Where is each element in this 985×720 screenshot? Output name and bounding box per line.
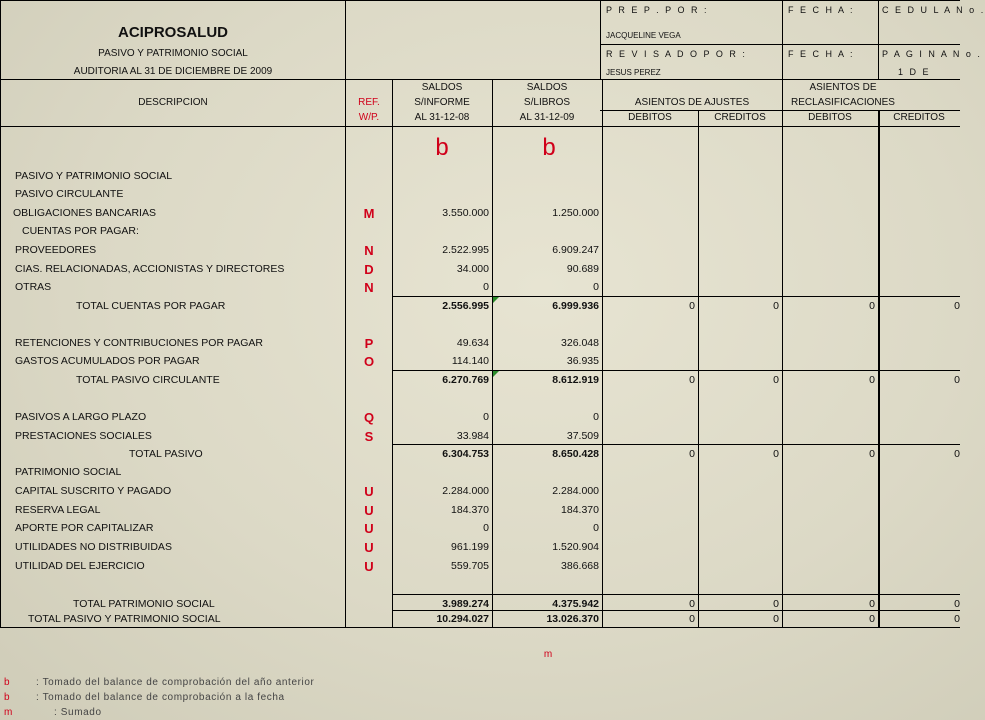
row-desc: CAPITAL SUSCRITO Y PAGADO	[15, 485, 172, 497]
col-informe-2: S/INFORME	[414, 97, 470, 108]
row-informe: 0	[483, 281, 489, 293]
col-divider-informe	[392, 79, 393, 628]
mark-b-libros: b	[542, 134, 556, 161]
comment-indicator	[493, 297, 499, 303]
total-line-circ	[392, 370, 960, 371]
company-name: ACIPROSALUD	[117, 24, 229, 41]
audit-date: AUDITORIA AL 31 DE DICIEMBRE DE 2009	[73, 66, 273, 77]
col-reclas-2: RECLASIFICACIONES	[791, 97, 895, 108]
total-creditos-ajustes: 0	[773, 613, 779, 625]
total-creditos-ajustes: 0	[773, 374, 779, 386]
total-label: TOTAL PATRIMONIO SOCIAL	[73, 598, 215, 610]
rev-name: JESUS PEREZ	[606, 68, 661, 77]
header-bottom-line	[0, 79, 960, 80]
row-desc: RESERVA LEGAL	[15, 504, 101, 516]
prep-name: JACQUELINE VEGA	[606, 31, 681, 40]
total-line-final	[392, 610, 960, 611]
row-ref: Q	[363, 410, 375, 425]
total-informe: 10.294.027	[436, 613, 489, 625]
total-creditos-ajustes: 0	[773, 598, 779, 610]
row-desc: PASIVOS A LARGO PLAZO	[15, 411, 147, 423]
total-creditos-ajustes: 0	[773, 300, 779, 312]
row-libros: 386.668	[561, 560, 599, 572]
row-informe: 0	[483, 522, 489, 534]
row-libros: 184.370	[561, 504, 599, 516]
col-informe-3: AL 31-12-08	[414, 112, 470, 123]
total-informe: 6.304.753	[442, 448, 489, 460]
row-informe: 114.140	[451, 355, 489, 367]
row-desc: GASTOS ACUMULADOS POR PAGAR	[15, 355, 200, 367]
row-libros: 90.689	[566, 263, 599, 275]
pagina-label: P A G I N A N o .	[882, 49, 982, 59]
row-ref: P	[364, 336, 374, 351]
legend-text: : Tomado del balance de comprobación del año anterior	[36, 677, 315, 688]
fecha-label-2: F E C H A :	[788, 49, 855, 59]
divider-header-3	[782, 0, 783, 79]
prep-label: P R E P . P O R :	[606, 5, 709, 15]
col-divider-ref	[345, 79, 346, 628]
row-ref: N	[364, 280, 374, 295]
row-ref: U	[364, 484, 374, 499]
row-informe: 559.705	[451, 560, 489, 572]
col-informe-1: SALDOS	[421, 82, 463, 93]
total-label: TOTAL PASIVO CIRCULANTE	[76, 374, 220, 386]
col-divider-libros	[492, 79, 493, 628]
row-desc: UTILIDADES NO DISTRIBUIDAS	[15, 541, 172, 553]
col-ajustes: ASIENTOS DE AJUSTES	[634, 97, 750, 108]
col-ref-2: W/P.	[358, 112, 380, 123]
col-libros-2: S/LIBROS	[523, 97, 571, 108]
col-reclas-1: ASIENTOS DE	[809, 82, 877, 93]
mark-m-note: m	[543, 649, 553, 660]
total-debitos-reclas: 0	[869, 613, 875, 625]
legend-mark: b	[4, 677, 10, 688]
total-debitos-ajustes: 0	[689, 448, 695, 460]
row-informe: 33.984	[456, 430, 489, 442]
row-desc: UTILIDAD DEL EJERCICIO	[15, 560, 145, 572]
border-left	[0, 0, 1, 628]
row-ref: S	[364, 429, 374, 444]
col-divider-deb2	[878, 110, 880, 628]
col-divider-ajustes	[602, 79, 603, 628]
col-creditos-2: CREDITOS	[893, 112, 945, 123]
row-libros: 0	[593, 411, 599, 423]
legend-mark: m	[4, 707, 13, 718]
divider-header-1	[345, 0, 346, 79]
mark-b-informe: b	[435, 134, 449, 161]
rev-label: R E V I S A D O P O R :	[606, 49, 747, 59]
row-desc: PRESTACIONES SOCIALES	[15, 430, 152, 442]
total-label: TOTAL PASIVO Y PATRIMONIO SOCIAL	[28, 613, 221, 625]
total-creditos-reclas: 0	[954, 613, 960, 625]
total-informe: 3.989.274	[442, 598, 489, 610]
section-pasivo-patrimonio: PASIVO Y PATRIMONIO SOCIAL	[15, 170, 173, 182]
section-patrimonio-social: PATRIMONIO SOCIAL	[15, 466, 122, 478]
total-debitos-reclas: 0	[869, 374, 875, 386]
header-mid-line	[600, 44, 960, 45]
row-libros: 1.520.904	[552, 541, 599, 553]
row-ref: U	[364, 503, 374, 518]
col-libros-1: SALDOS	[526, 82, 568, 93]
total-line-pasivo	[392, 444, 960, 445]
row-ref: N	[364, 243, 374, 258]
section-pasivo-circulante: PASIVO CIRCULANTE	[15, 188, 124, 200]
report-subtitle: PASIVO Y PATRIMONIO SOCIAL	[98, 48, 248, 59]
total-creditos-reclas: 0	[954, 598, 960, 610]
total-debitos-ajustes: 0	[689, 613, 695, 625]
total-debitos-ajustes: 0	[689, 598, 695, 610]
row-ref: U	[364, 540, 374, 555]
total-libros: 8.650.428	[552, 448, 599, 460]
row-desc: PROVEEDORES	[15, 244, 97, 256]
row-libros: 2.284.000	[552, 485, 599, 497]
row-informe: 34.000	[456, 263, 489, 275]
row-ref: O	[363, 354, 375, 369]
pagina-value: 1 D E	[898, 67, 931, 77]
row-desc: APORTE POR CAPITALIZAR	[15, 522, 154, 534]
row-informe: 184.370	[451, 504, 489, 516]
row-ref: U	[364, 521, 374, 536]
row-desc: RETENCIONES Y CONTRIBUCIONES POR PAGAR	[15, 337, 263, 349]
row-libros: 1.250.000	[552, 207, 599, 219]
divider-header-4	[878, 0, 879, 79]
row-desc: OBLIGACIONES BANCARIAS	[13, 207, 156, 219]
subheader-line	[600, 110, 960, 111]
col-debitos-2: DEBITOS	[808, 112, 852, 123]
divider-header-2	[600, 0, 601, 79]
total-label: TOTAL PASIVO	[129, 448, 203, 460]
col-libros-3: AL 31-12-09	[519, 112, 575, 123]
row-libros: 0	[593, 522, 599, 534]
bottom-line	[0, 627, 960, 628]
row-informe: 961.199	[451, 541, 489, 553]
total-debitos-reclas: 0	[869, 598, 875, 610]
row-libros: 326.048	[561, 337, 599, 349]
total-informe: 6.270.769	[442, 374, 489, 386]
row-informe: 2.284.000	[442, 485, 489, 497]
total-creditos-reclas: 0	[954, 448, 960, 460]
total-debitos-ajustes: 0	[689, 374, 695, 386]
col-descripcion: DESCRIPCION	[138, 97, 208, 108]
fecha-label-1: F E C H A :	[788, 5, 855, 15]
row-ref: M	[363, 206, 375, 221]
total-creditos-reclas: 0	[954, 374, 960, 386]
total-label: TOTAL CUENTAS POR PAGAR	[76, 300, 226, 312]
total-libros: 13.026.370	[546, 613, 599, 625]
row-ref: D	[364, 262, 374, 277]
row-libros: 36.935	[566, 355, 599, 367]
row-desc: CIAS. RELACIONADAS, ACCIONISTAS Y DIRECTORES	[15, 263, 285, 275]
col-debitos-1: DEBITOS	[628, 112, 672, 123]
row-informe: 49.634	[456, 337, 489, 349]
total-debitos-ajustes: 0	[689, 300, 695, 312]
col-divider-reclas	[782, 79, 783, 628]
col-header-bottom-line	[0, 126, 960, 127]
row-informe: 3.550.000	[442, 207, 489, 219]
row-informe: 0	[483, 411, 489, 423]
col-creditos-1: CREDITOS	[714, 112, 766, 123]
total-libros: 8.612.919	[552, 374, 599, 386]
col-ref-1: REF.	[358, 97, 380, 108]
section-cuentas-por-pagar: CUENTAS POR PAGAR:	[22, 225, 139, 237]
border-top	[0, 0, 960, 1]
legend-text: : Sumado	[54, 707, 102, 718]
total-libros: 4.375.942	[552, 598, 599, 610]
total-creditos-ajustes: 0	[773, 448, 779, 460]
row-libros: 37.509	[566, 430, 599, 442]
total-line-patrimonio	[392, 594, 960, 595]
col-divider-deb1	[698, 110, 699, 628]
legend-mark: b	[4, 692, 10, 703]
row-informe: 2.522.995	[442, 244, 489, 256]
total-line-cxp	[392, 296, 960, 297]
row-libros: 0	[593, 281, 599, 293]
total-creditos-reclas: 0	[954, 300, 960, 312]
total-debitos-reclas: 0	[869, 300, 875, 312]
total-libros: 6.999.936	[552, 300, 599, 312]
comment-indicator	[493, 371, 499, 377]
row-ref: U	[364, 559, 374, 574]
total-informe: 2.556.995	[442, 300, 489, 312]
legend-text: : Tomado del balance de comprobación a la fecha	[36, 692, 285, 703]
row-libros: 6.909.247	[552, 244, 599, 256]
cedula-label: C E D U L A N o .	[882, 5, 985, 15]
total-debitos-reclas: 0	[869, 448, 875, 460]
row-desc: OTRAS	[15, 281, 52, 293]
